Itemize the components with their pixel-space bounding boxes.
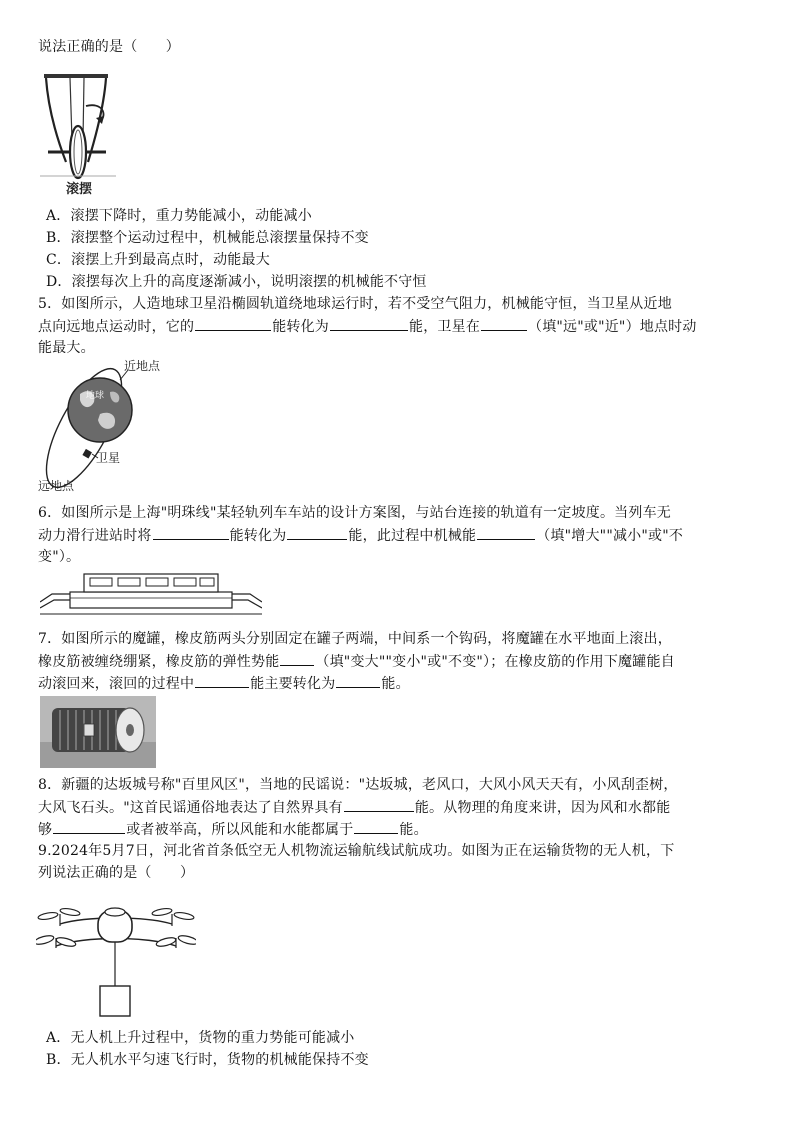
q5-text-c: 能，卫星在 bbox=[409, 319, 481, 335]
q4-option-c: C．滚摆上升到最高点时，动能最大 bbox=[46, 252, 270, 268]
drone-drawing bbox=[36, 892, 196, 1020]
q5-blank-2[interactable] bbox=[330, 315, 408, 331]
q6-text-a: 动力滑行进站时将 bbox=[38, 528, 152, 544]
q7-text-b: （填"变大""变小"或"不变"）；在橡皮筋的作用下魔罐能自 bbox=[315, 654, 675, 670]
q8-text-b: 能。从物理的角度来讲，因为风和水都能 bbox=[414, 800, 671, 816]
magic-can-figure bbox=[40, 696, 156, 768]
drone-figure bbox=[36, 892, 196, 1020]
satellite-orbit-figure bbox=[36, 358, 186, 498]
q5-text-d: （填"远"或"近"）地点时动 bbox=[528, 319, 697, 335]
train-station-drawing bbox=[40, 572, 262, 616]
q6-line-2 bbox=[38, 524, 683, 547]
q5-line-1: 5．如图所示，人造地球卫星沿椭圆轨道绕地球运行时，若不受空气阻力，机械能守恒，当卫星从近地 bbox=[38, 296, 672, 312]
q7-line-3 bbox=[38, 672, 410, 695]
q7-line-1: 7．如图所示的魔罐，橡皮筋两头分别固定在罐子两端，中间系一个钩码，将魔罐在水平地面上滚出， bbox=[38, 631, 672, 647]
rolling-pendulum-drawing bbox=[36, 66, 126, 198]
satellite-label: 卫星 bbox=[96, 451, 121, 465]
train-station-figure bbox=[40, 572, 262, 616]
q7-line-2 bbox=[38, 650, 675, 673]
q4-stem: 说法正确的是（ ） bbox=[38, 39, 180, 55]
q9-line-1: 9.2024年5月7日，河北省首条低空无人机物流运输航线试航成功。如图为正在运输货物的无人机，下 bbox=[38, 843, 675, 859]
q6-blank-3[interactable] bbox=[477, 524, 535, 540]
q6-text-b: 能转化为 bbox=[229, 528, 287, 544]
q9-option-a: A．无人机上升过程中，货物的重力势能可能减小 bbox=[46, 1030, 355, 1046]
q6-line-3: 变"）。 bbox=[38, 549, 81, 565]
rolling-pendulum-label: 滚摆 bbox=[66, 182, 93, 197]
q7-text-d: 能主要转化为 bbox=[250, 676, 336, 692]
q7-text-c: 动滚回来，滚回的过程中 bbox=[38, 676, 195, 692]
earth-label: 地球 bbox=[86, 391, 105, 401]
q4-option-a: A．滚摆下降时，重力势能减小，动能减小 bbox=[46, 208, 312, 224]
q5-blank-3[interactable] bbox=[481, 315, 527, 331]
q7-text-e: 能。 bbox=[381, 676, 410, 692]
q6-text-c: 能，此过程中机械能 bbox=[348, 528, 477, 544]
q9-option-b: B．无人机水平匀速飞行时，货物的机械能保持不变 bbox=[46, 1052, 369, 1068]
q8-text-e: 能。 bbox=[399, 822, 428, 838]
q5-text-b: 能转化为 bbox=[272, 319, 330, 335]
satellite-orbit-drawing bbox=[36, 358, 186, 498]
q5-blank-1[interactable] bbox=[195, 315, 271, 331]
q8-text-d: 或者被举高，所以风能和水能都属于 bbox=[126, 822, 354, 838]
q5-line-2 bbox=[38, 315, 697, 338]
rolling-pendulum-figure bbox=[36, 66, 126, 198]
q8-blank-1[interactable] bbox=[344, 796, 414, 812]
q5-line-3: 能最大。 bbox=[38, 340, 95, 356]
q8-text-c: 够 bbox=[38, 822, 53, 838]
q4-option-b: B．滚摆整个运动过程中，机械能总滚摆量保持不变 bbox=[46, 230, 369, 246]
q6-blank-1[interactable] bbox=[153, 524, 229, 540]
q8-line-3 bbox=[38, 818, 428, 841]
q6-blank-2[interactable] bbox=[287, 524, 347, 540]
q7-blank-1[interactable] bbox=[280, 650, 314, 666]
q7-blank-3[interactable] bbox=[336, 672, 380, 688]
q8-line-2 bbox=[38, 796, 670, 819]
perigee-label: 近地点 bbox=[124, 359, 161, 373]
q8-blank-3[interactable] bbox=[354, 818, 398, 834]
q5-text-a: 点向远地点运动时，它的 bbox=[38, 319, 195, 335]
q7-blank-2[interactable] bbox=[195, 672, 249, 688]
q6-line-1: 6．如图所示是上海"明珠线"某轻轨列车车站的设计方案图，与站台连接的轨道有一定坡度。当列车无 bbox=[38, 505, 671, 521]
magic-can-photo bbox=[40, 696, 156, 768]
q7-text-a: 橡皮筋被缠绕绷紧，橡皮筋的弹性势能 bbox=[38, 654, 280, 670]
q9-line-2: 列说法正确的是（ ） bbox=[38, 865, 195, 881]
q8-blank-2[interactable] bbox=[53, 818, 125, 834]
q8-line-1: 8．新疆的达坂城号称"百里风区"，当地的民谣说："达坂城，老风口，大风小风天天有，小风刮歪树， bbox=[38, 777, 678, 793]
apogee-label: 远地点 bbox=[38, 479, 75, 493]
q6-text-d: （填"增大""减小"或"不 bbox=[536, 528, 684, 544]
q8-text-a: 大风飞石头。"这首民谣通俗地表达了自然界具有 bbox=[38, 800, 343, 816]
q4-option-d: D．滚摆每次上升的高度逐渐减小，说明滚摆的机械能不守恒 bbox=[46, 274, 427, 290]
